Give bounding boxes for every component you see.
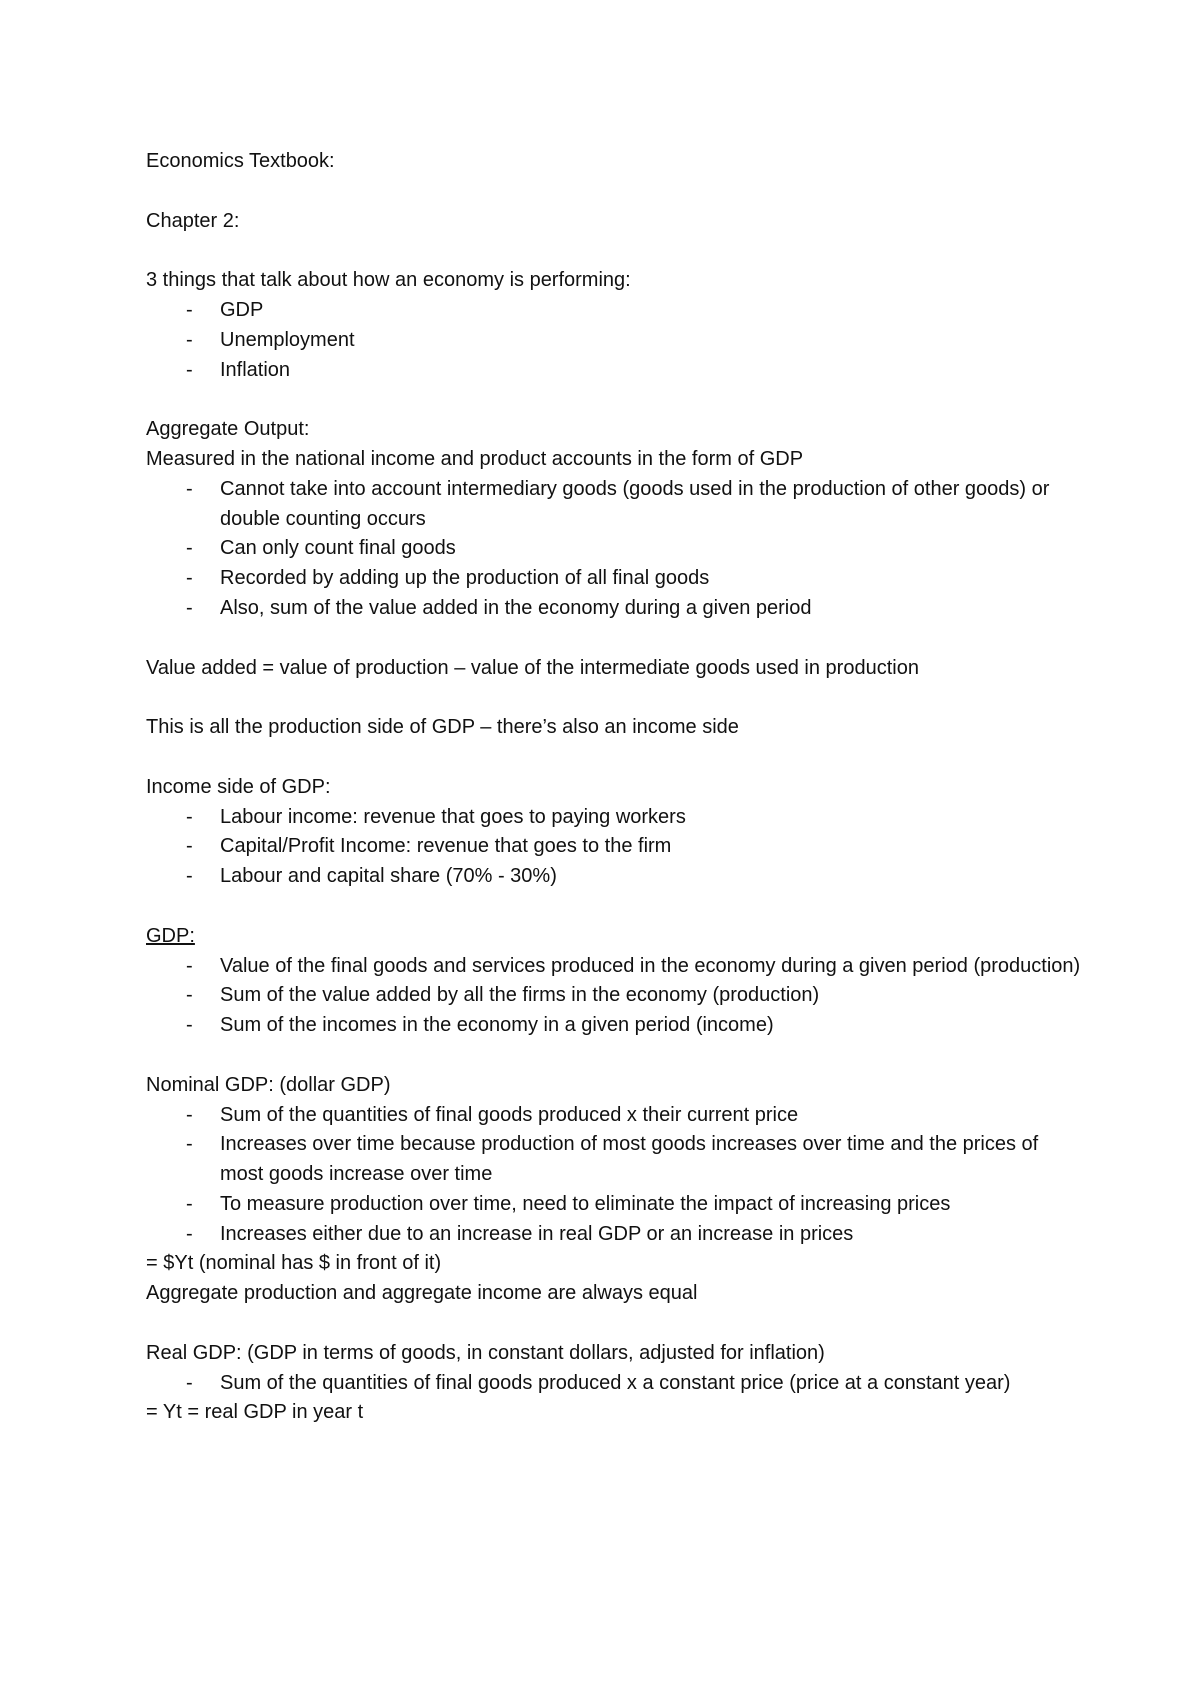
bullet-dash: - bbox=[186, 865, 193, 888]
chapter-heading: Chapter 2: bbox=[146, 209, 240, 232]
list-item bbox=[146, 326, 1086, 356]
document-body bbox=[146, 147, 1086, 1428]
list-item bbox=[146, 952, 1086, 982]
list-item-text: Sum of the incomes in the economy in a given period (income) bbox=[220, 1014, 774, 1037]
list-item-text: Recorded by adding up the production of all final goods bbox=[220, 567, 710, 590]
list-item-text: Increases either due to an increase in real GDP or an increase in prices bbox=[220, 1222, 854, 1245]
list-item-text: Also, sum of the value added in the economy during a given period bbox=[220, 596, 812, 619]
value-added-definition: Value added = value of production – value of the intermediate goods used in production bbox=[146, 656, 919, 679]
spacer bbox=[146, 683, 1086, 713]
spacer bbox=[146, 1309, 1086, 1339]
real-gdp-heading: Real GDP: (GDP in terms of goods, in constant dollars, adjusted for inflation) bbox=[146, 1341, 825, 1364]
production-side-note: This is all the production side of GDP – there’s also an income side bbox=[146, 716, 739, 739]
list-item-text: Sum of the quantities of final goods produced x a constant price (price at a constant year) bbox=[220, 1371, 1011, 1394]
list-item-text: Inflation bbox=[220, 358, 291, 381]
bullet-dash: - bbox=[186, 537, 193, 560]
list-item bbox=[146, 594, 1086, 624]
bullet-dash: - bbox=[186, 1371, 193, 1394]
bullet-dash: - bbox=[186, 984, 193, 1007]
list-item-text: Capital/Profit Income: revenue that goes to the firm bbox=[220, 835, 672, 858]
bullet-dash: - bbox=[186, 954, 193, 977]
list-item bbox=[146, 1369, 1086, 1399]
spacer bbox=[146, 236, 1086, 266]
list-item bbox=[146, 862, 1086, 892]
list-item bbox=[146, 1130, 1086, 1190]
list-item bbox=[146, 803, 1086, 833]
bullet-dash: - bbox=[186, 328, 193, 351]
list-item-text: Labour and capital share (70% - 30%) bbox=[220, 865, 557, 888]
gdp-heading-row bbox=[146, 922, 1086, 952]
spacer bbox=[146, 892, 1086, 922]
spacer bbox=[146, 385, 1086, 415]
bullet-dash: - bbox=[186, 596, 193, 619]
real-gdp-formula: = Yt = real GDP in year t bbox=[146, 1401, 364, 1424]
document-title: Economics Textbook: bbox=[146, 150, 335, 172]
aggregate-output-subheading: Measured in the national income and product accounts in the form of GDP bbox=[146, 447, 804, 470]
list-item bbox=[146, 296, 1086, 326]
list-item bbox=[146, 534, 1086, 564]
list-item bbox=[146, 564, 1086, 594]
gdp-heading: GDP: bbox=[146, 924, 195, 947]
list-item-text: Value of the final goods and services produced in the economy during a given period (production) bbox=[220, 954, 1081, 977]
list-item-text: Sum of the quantities of final goods produced x their current price bbox=[220, 1103, 799, 1126]
spacer bbox=[146, 1041, 1086, 1071]
bullet-dash: - bbox=[186, 835, 193, 858]
list-item bbox=[146, 832, 1086, 862]
spacer bbox=[146, 177, 1086, 207]
bullet-dash: - bbox=[186, 358, 193, 381]
list-item-text: Sum of the value added by all the firms in the economy (production) bbox=[220, 984, 820, 1007]
list-item bbox=[146, 981, 1086, 1011]
list-item bbox=[146, 1101, 1086, 1131]
nominal-gdp-formula: = $Yt (nominal has $ in front of it) bbox=[146, 1252, 442, 1275]
nominal-gdp-heading: Nominal GDP: (dollar GDP) bbox=[146, 1073, 391, 1096]
list-item-text: Labour income: revenue that goes to paying workers bbox=[220, 805, 686, 828]
spacer bbox=[146, 743, 1086, 773]
bullet-dash: - bbox=[186, 1222, 193, 1245]
income-side-heading: Income side of GDP: bbox=[146, 775, 331, 798]
bullet-dash: - bbox=[186, 298, 193, 321]
aggregate-output-heading: Aggregate Output: bbox=[146, 418, 310, 441]
bullet-dash: - bbox=[186, 805, 193, 828]
list-item bbox=[146, 475, 1086, 535]
list-item-text: Unemployment bbox=[220, 328, 355, 351]
spacer bbox=[146, 624, 1086, 654]
list-item bbox=[146, 1220, 1086, 1250]
list-item-text: Can only count final goods bbox=[220, 537, 456, 560]
list-item-text: Increases over time because production of most goods increases over time and the prices of most goods increase over time bbox=[220, 1133, 1039, 1186]
bullet-dash: - bbox=[186, 1192, 193, 1215]
bullet-dash: - bbox=[186, 1103, 193, 1126]
list-item-text: Cannot take into account intermediary goods (goods used in the production of other goods) or double counting occurs bbox=[220, 477, 1050, 530]
list-item bbox=[146, 1190, 1086, 1220]
bullet-dash: - bbox=[186, 477, 193, 500]
bullet-dash: - bbox=[186, 567, 193, 590]
list-item-text: GDP bbox=[220, 298, 264, 321]
list-item bbox=[146, 356, 1086, 386]
list-item-text: To measure production over time, need to eliminate the impact of increasing prices bbox=[220, 1192, 951, 1215]
bullet-dash: - bbox=[186, 1133, 193, 1156]
bullet-dash: - bbox=[186, 1014, 193, 1037]
intro-heading: 3 things that talk about how an economy is performing: bbox=[146, 269, 631, 292]
list-item bbox=[146, 1011, 1086, 1041]
nominal-gdp-note: Aggregate production and aggregate income are always equal bbox=[146, 1282, 698, 1305]
